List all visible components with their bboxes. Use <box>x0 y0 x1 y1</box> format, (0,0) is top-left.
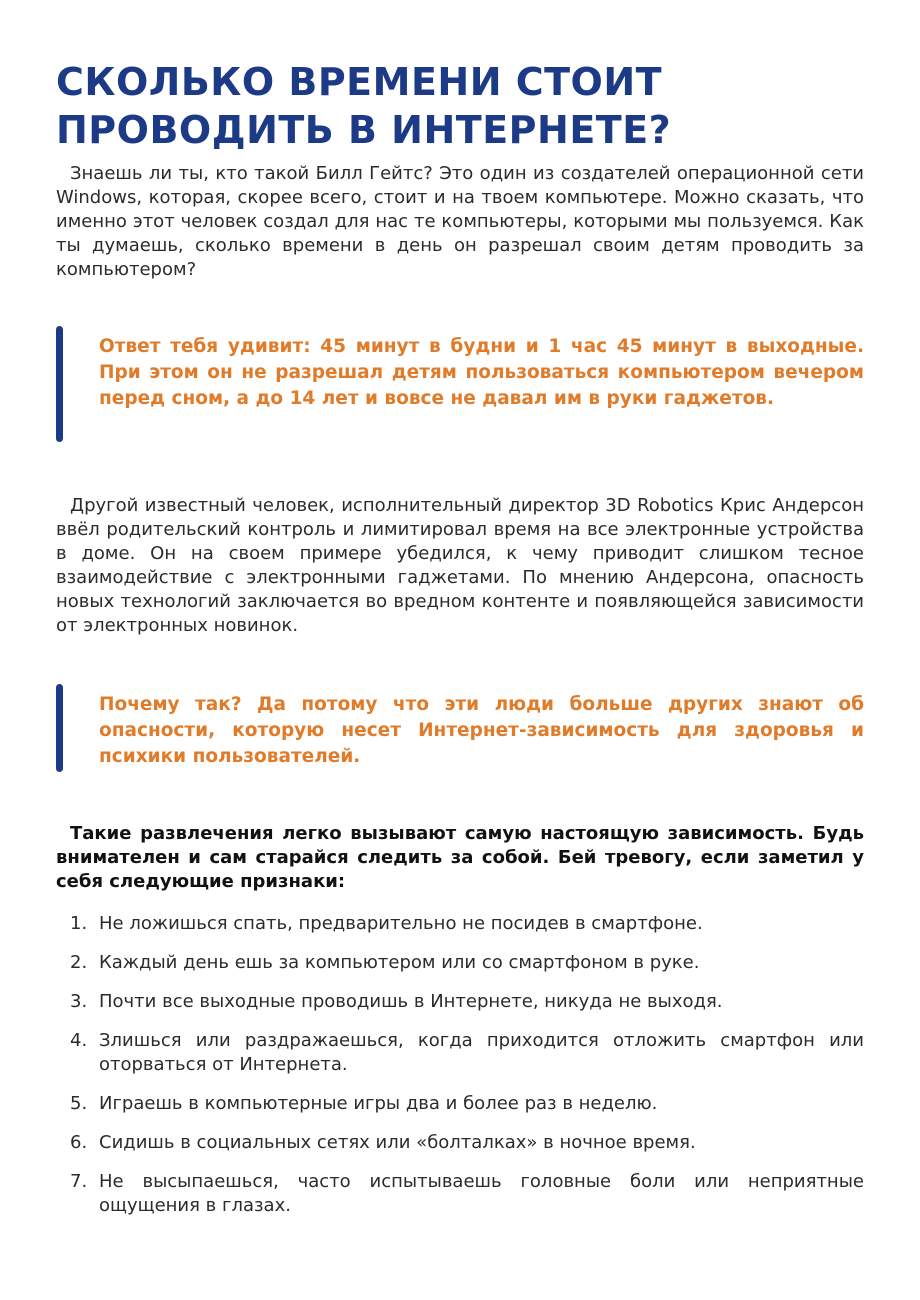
page-title <box>56 58 864 154</box>
list-item-number: 6. <box>70 1132 88 1153</box>
list-item <box>56 990 864 1014</box>
list-item-number: 5. <box>70 1093 88 1114</box>
list-item-text: Почти все выходные проводишь в Интернете, никуда не выходя. <box>99 991 723 1012</box>
list-item-text: Сидишь в социальных сетях или «болталках» в ночное время. <box>99 1132 696 1153</box>
signs-list <box>56 912 864 1218</box>
list-item <box>56 1092 864 1116</box>
list-item-number: 7. <box>70 1171 88 1192</box>
list-item <box>56 1131 864 1155</box>
list-item-text: Играешь в компьютерные игры два и более раз в неделю. <box>99 1093 658 1114</box>
list-item-text: Не высыпаешься, часто испытываешь головные боли или неприятные ощущения в глазах. <box>99 1171 864 1216</box>
list-item-number: 3. <box>70 991 88 1012</box>
callout-answer <box>56 326 864 442</box>
list-item <box>56 951 864 975</box>
anderson-paragraph: Другой известный человек, исполнительный директор 3D Robotics Крис Андерсон ввёл родительский контроль и лимитировал время на все электронные устройства в доме. Он на своем примере убедился, к чему приводит слишком тесное взаимодействие с электронными гаджетами. По мнению Андерсона, опасность новых технологий заключается во вредном контенте и появляющейся зависимости от электронных новинок. <box>56 495 864 636</box>
title-line-1: СКОЛЬКО ВРЕМЕНИ СТОИТ <box>56 60 663 104</box>
callout-bar <box>56 326 63 442</box>
list-item <box>56 912 864 936</box>
intro-paragraph: Знаешь ли ты, кто такой Билл Гейтс? Это один из создателей операционной сети Windows, которая, скорее всего, стоит и на твоем компьютере. Можно сказать, что именно этот человек создал для нас те компьютеры, которыми мы пользуемся. Как ты думаешь, сколько времени в день он разрешал своим детям проводить за компьютером? <box>56 163 864 280</box>
list-item-text: Не ложишься спать, предварительно не посидев в смартфоне. <box>99 913 703 934</box>
callout-why <box>56 684 864 772</box>
warning-intro: Такие развлечения легко вызывают самую настоящую зависимость. Будь внимателен и сам старайся следить за собой. Бей тревогу, если заметил у себя следующие признаки: <box>56 823 864 892</box>
callout-answer-text: Ответ тебя удивит: 45 минут в будни и 1 час 45 минут в выходные. При этом он не разрешал детям пользоваться компьютером вечером перед сном, а до 14 лет и вовсе не давал им в руки гаджетов. <box>99 336 864 409</box>
list-item <box>56 1170 864 1218</box>
title-line-2: ПРОВОДИТЬ В ИНТЕРНЕТЕ? <box>56 108 672 152</box>
callout-bar <box>56 684 63 772</box>
list-item-number: 2. <box>70 952 88 973</box>
list-item-number: 4. <box>70 1030 88 1051</box>
document-page <box>56 58 864 1233</box>
list-item-number: 1. <box>70 913 88 934</box>
list-item-text: Каждый день ешь за компьютером или со смартфоном в руке. <box>99 952 700 973</box>
list-item <box>56 1029 864 1077</box>
callout-why-text: Почему так? Да потому что эти люди больше других знают об опасности, которую несет Интернет-зависимость для здоровья и психики пользователей. <box>99 694 864 767</box>
list-item-text: Злишься или раздражаешься, когда приходится отложить смартфон или оторваться от Интернета. <box>99 1030 864 1075</box>
